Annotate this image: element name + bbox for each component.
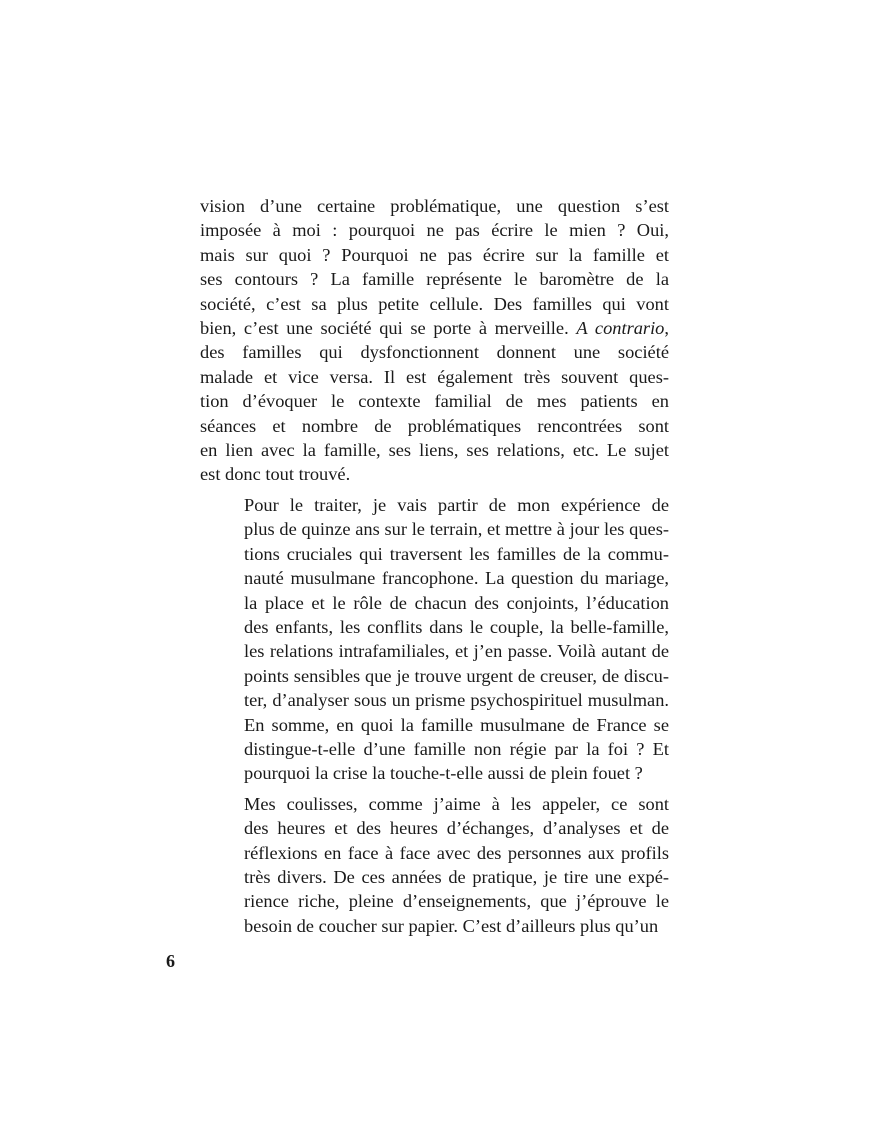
italic-phrase: A contrario (576, 318, 665, 339)
text-line (200, 218, 669, 242)
text-segment: est donc tout trouvé. (200, 464, 351, 485)
text-segment: points sensibles que je trouve urgent de creuser, de discu- (244, 665, 669, 686)
text-segment: des heures et des heures d’échanges, d’analyses et de (244, 818, 669, 839)
text-segment: mais sur quoi ? Pourquoi ne pas écrire sur la famille et (200, 244, 669, 265)
text-line (200, 591, 669, 615)
text-line (200, 493, 669, 517)
text-segment: Pour le traiter, je vais partir de mon expérience de (244, 494, 669, 515)
text-segment: imposée à moi : pourquoi ne pas écrire le mien ? Oui, (200, 220, 669, 241)
text-segment: Mes coulisses, comme j’aime à les appeler, ce sont (244, 793, 669, 814)
text-line (200, 243, 669, 267)
text-line (200, 292, 669, 316)
paragraph (200, 493, 669, 786)
text-line (200, 841, 669, 865)
body-text (200, 194, 669, 944)
text-segment: des enfants, les conflits dans le couple, la belle-famille, (244, 616, 669, 637)
text-segment: rience riche, pleine d’enseignements, que j’éprouve le (244, 891, 669, 912)
text-line (200, 688, 669, 712)
text-segment: réflexions en face à face avec des personnes aux profils (244, 842, 669, 863)
text-line (200, 517, 669, 541)
text-line (200, 816, 669, 840)
page-number: 6 (166, 951, 175, 971)
text-line (200, 664, 669, 688)
text-line (200, 914, 669, 938)
text-segment: malade et vice versa. Il est également très souvent ques- (200, 366, 669, 387)
text-segment: plus de quinze ans sur le terrain, et mettre à jour les ques- (244, 519, 669, 540)
text-segment: , (664, 318, 669, 339)
text-segment: des familles qui dysfonctionnent donnent une société (200, 342, 669, 363)
text-line (200, 713, 669, 737)
text-segment: séances et nombre de problématiques rencontrées sont (200, 415, 669, 436)
text-segment: ses contours ? La famille représente le baromètre de la (200, 269, 669, 290)
text-segment: bien, c’est une société qui se porte à merveille. (200, 318, 577, 339)
text-line (200, 194, 669, 218)
text-segment: nauté musulmane francophone. La question du mariage, (244, 568, 669, 589)
text-segment: en lien avec la famille, ses liens, ses relations, etc. Le sujet (200, 440, 669, 461)
text-line (200, 566, 669, 590)
text-segment: En somme, en quoi la famille musulmane de France se (244, 714, 669, 735)
text-segment: société, c’est sa plus petite cellule. Des familles qui vont (200, 293, 669, 314)
text-segment: vision d’une certaine problématique, une question s’est (200, 196, 669, 216)
text-line (200, 889, 669, 913)
text-line (200, 438, 669, 462)
text-line (200, 615, 669, 639)
text-line (200, 267, 669, 291)
text-segment: très divers. De ces années de pratique, je tire une expé- (244, 866, 669, 887)
text-line (200, 737, 669, 761)
text-segment: ter, d’analyser sous un prisme psychospirituel musulman. (244, 690, 669, 711)
text-line (200, 365, 669, 389)
text-line (200, 639, 669, 663)
paragraph (200, 194, 669, 487)
text-line (200, 414, 669, 438)
paragraph (200, 792, 669, 938)
text-line (200, 316, 669, 340)
text-segment: besoin de coucher sur papier. C’est d’ailleurs plus qu’un (244, 915, 659, 936)
text-line (200, 462, 669, 486)
text-line (200, 761, 669, 785)
text-segment: les relations intrafamiliales, et j’en passe. Voilà autant de (244, 641, 669, 662)
text-line (200, 340, 669, 364)
text-line (200, 389, 669, 413)
text-segment: pourquoi la crise la touche-t-elle aussi de plein fouet ? (244, 763, 643, 784)
text-segment: la place et le rôle de chacun des conjoints, l’éducation (244, 592, 669, 613)
text-line (200, 865, 669, 889)
text-segment: tions cruciales qui traversent les familles de la commu- (244, 543, 669, 564)
text-segment: tion d’évoquer le contexte familial de mes patients en (200, 391, 669, 412)
text-segment: distingue-t-elle d’une famille non régie par la foi ? Et (244, 738, 669, 759)
text-line (200, 542, 669, 566)
text-line (200, 792, 669, 816)
